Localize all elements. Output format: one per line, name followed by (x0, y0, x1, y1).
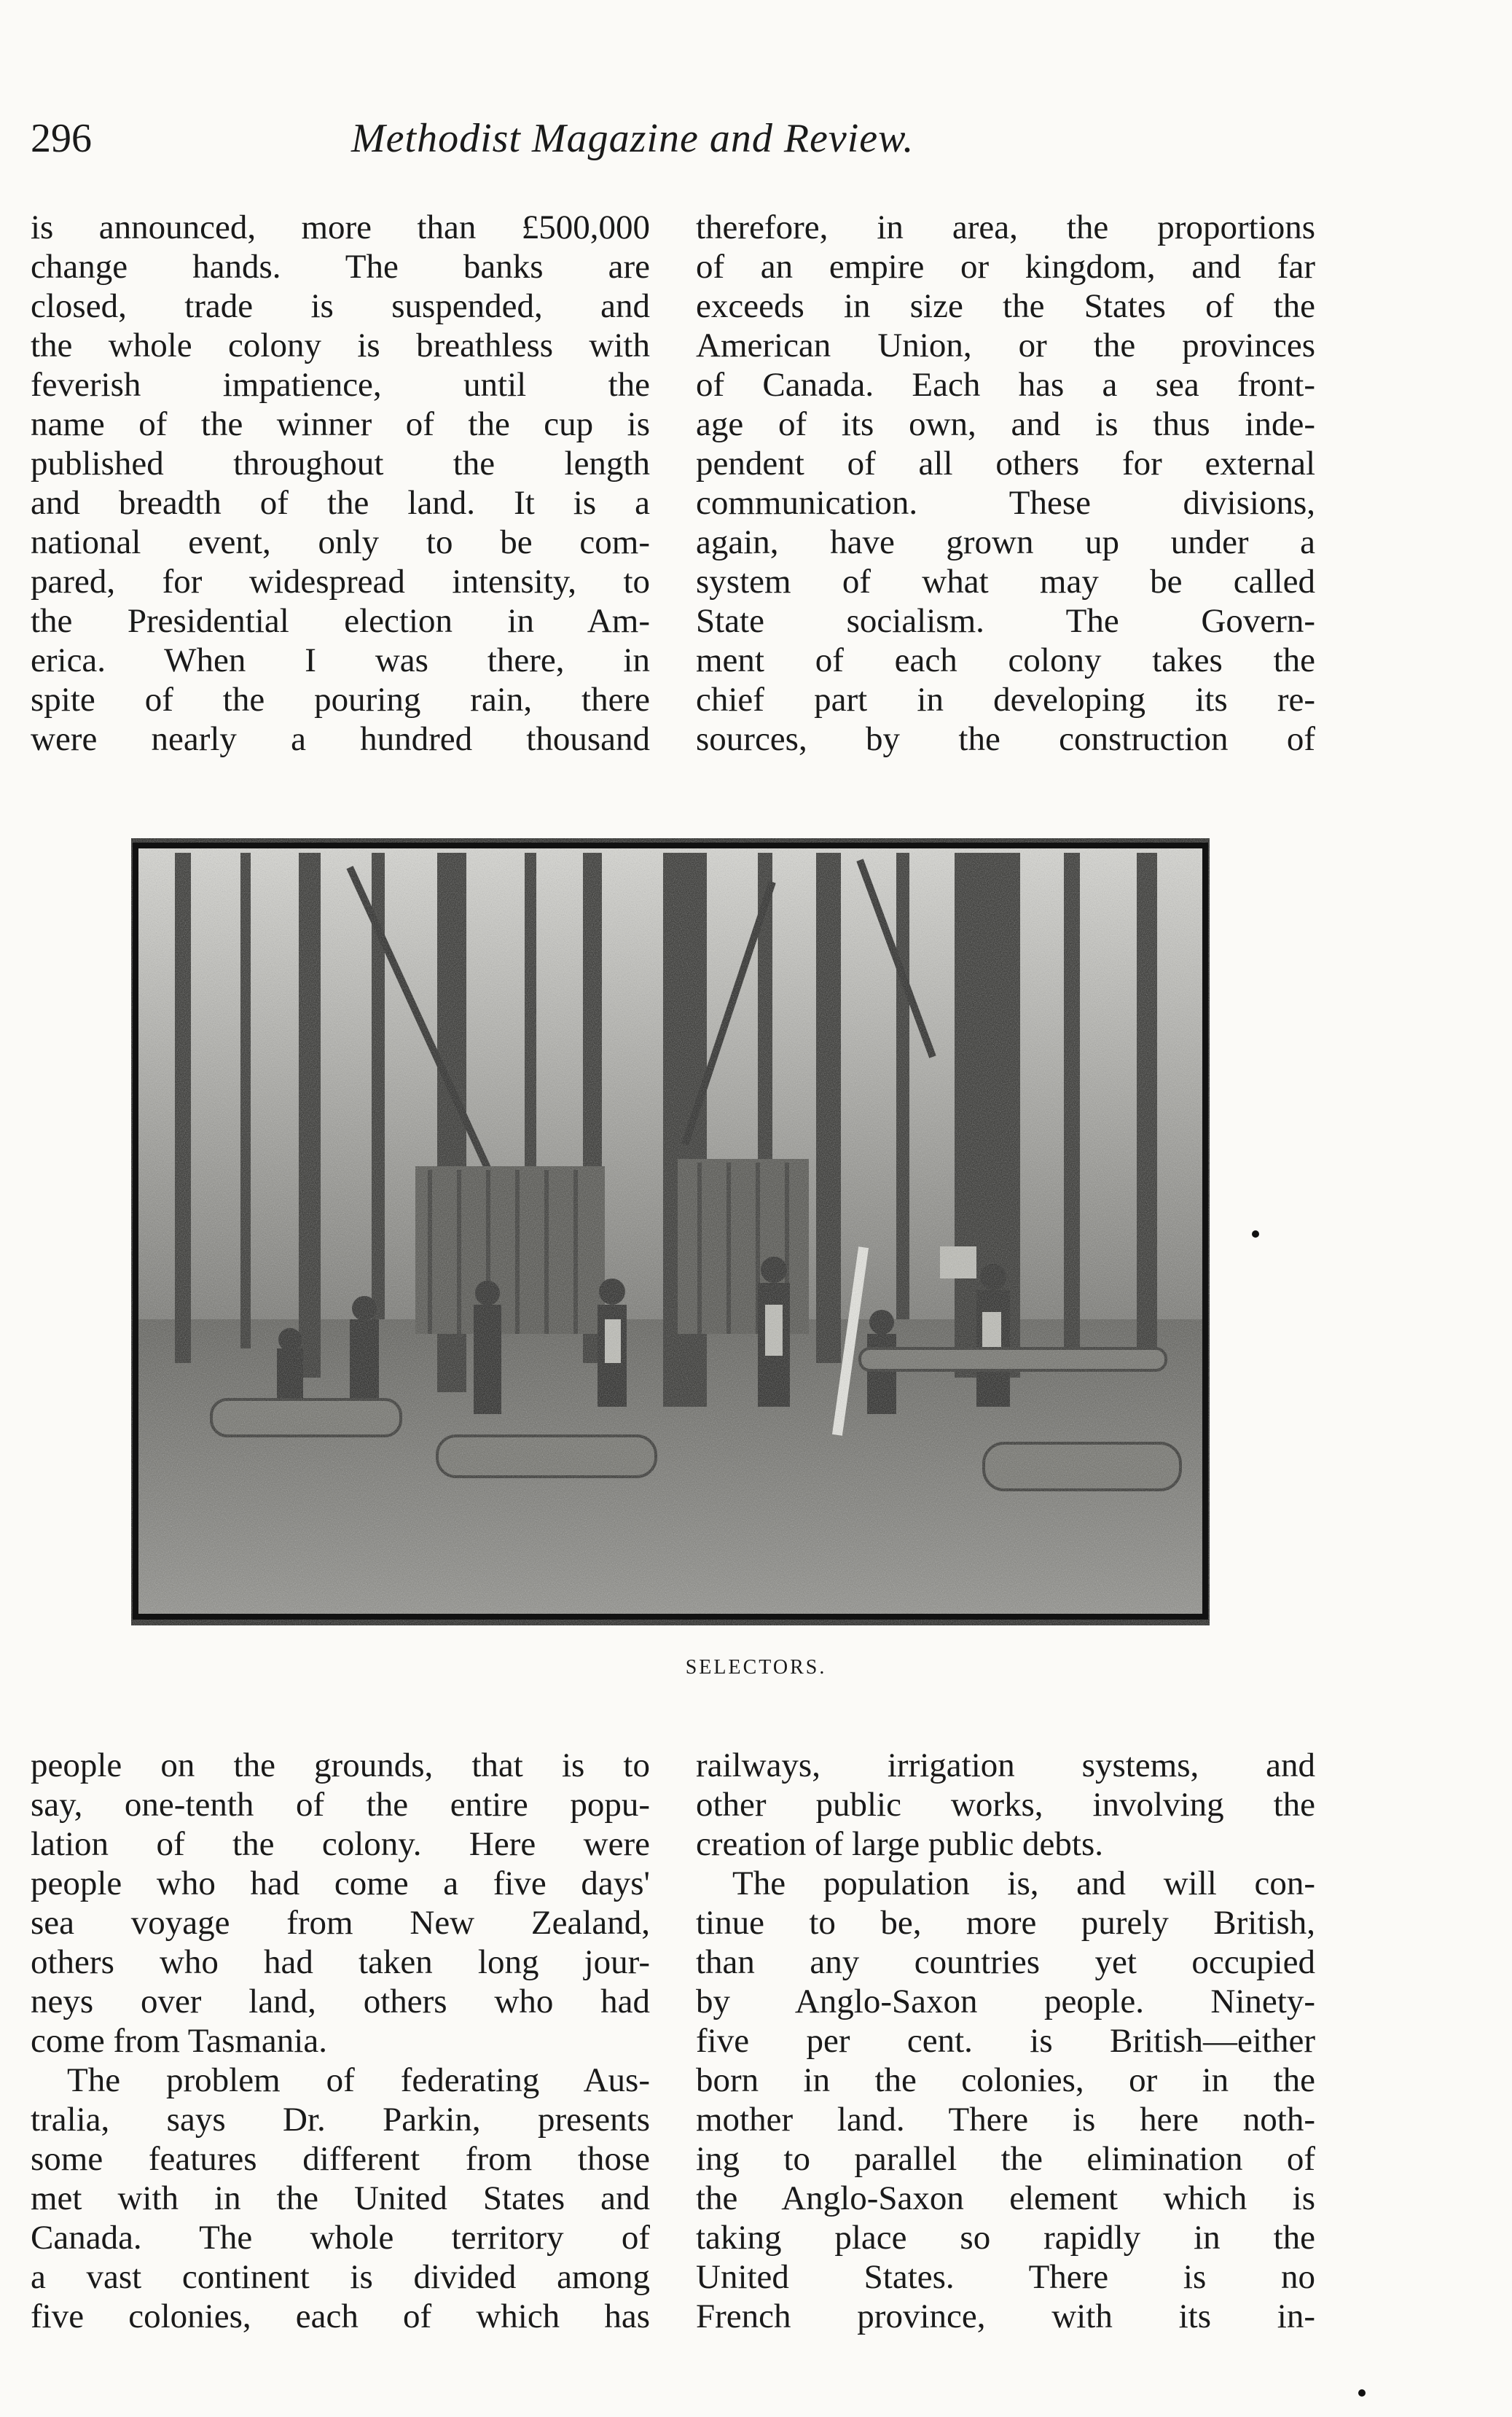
text-line: national event, only to be com- (31, 523, 650, 561)
text-line: neys over land, others who had (31, 1983, 650, 2020)
text-line: exceeds in size the States of the (696, 287, 1315, 325)
text-line: American Union, or the provinces (696, 327, 1315, 364)
text-line: other public works, involving the (696, 1786, 1315, 1824)
figure-caption: SELECTORS. (685, 1656, 827, 1679)
text-line: the whole colony is breathless with (31, 327, 650, 364)
text-line: pared, for widespread intensity, to (31, 563, 650, 601)
text-line: again, have grown up under a (696, 523, 1315, 561)
text-line: people on the grounds, that is to (31, 1746, 650, 1784)
text-line: system of what may be called (696, 563, 1315, 601)
text-line: spite of the pouring rain, there (31, 681, 650, 719)
text-line: by Anglo-Saxon people. Ninety- (696, 1983, 1315, 2020)
ink-speck (1358, 2389, 1366, 2397)
text-line: tinue to be, more purely British, (696, 1904, 1315, 1942)
text-line: were nearly a hundred thousand (31, 720, 650, 758)
text-line: others who had taken long jour- (31, 1943, 650, 1981)
text-line: sea voyage from New Zealand, (31, 1904, 650, 1942)
text-line: of an empire or kingdom, and far (696, 248, 1315, 286)
column-bottom-right (696, 1746, 1315, 2336)
running-head: Methodist Magazine and Review. (351, 116, 914, 161)
text-line: say, one-tenth of the entire popu- (31, 1786, 650, 1824)
page-number: 296 (31, 116, 92, 161)
text-line: five per cent. is British—either (696, 2022, 1315, 2060)
text-line: published throughout the length (31, 445, 650, 483)
text-line: the Presidential election in Am- (31, 602, 650, 640)
text-line: communication. These divisions, (696, 484, 1315, 522)
text-line: French province, with its in- (696, 2297, 1315, 2335)
text-line: therefore, in area, the proportions (696, 208, 1315, 246)
text-line: and breadth of the land. It is a (31, 484, 650, 522)
column-top-right (696, 208, 1315, 759)
text-line: feverish impatience, until the (31, 366, 650, 404)
text-line: of Canada. Each has a sea front- (696, 366, 1315, 404)
text-line: is announced, more than £500,000 (31, 208, 650, 246)
text-line: taking place so rapidly in the (696, 2219, 1315, 2257)
text-line: come from Tasmania. (31, 2022, 327, 2060)
text-line: railways, irrigation systems, and (696, 1746, 1315, 1784)
text-line: State socialism. The Govern- (696, 602, 1315, 640)
text-line: pendent of all others for external (696, 445, 1315, 483)
text-line: ment of each colony takes the (696, 641, 1315, 679)
text-line: the Anglo-Saxon element which is (696, 2179, 1315, 2217)
text-line: closed, trade is suspended, and (31, 287, 650, 325)
column-top-left (31, 208, 650, 759)
text-line: name of the winner of the cup is (31, 405, 650, 443)
ink-speck (1252, 1230, 1259, 1238)
text-line: chief part in developing its re- (696, 681, 1315, 719)
text-line: met with in the United States and (31, 2179, 650, 2217)
text-line: lation of the colony. Here were (31, 1825, 650, 1863)
text-line: five colonies, each of which has (31, 2297, 650, 2335)
text-line: United States. There is no (696, 2258, 1315, 2296)
text-line: age of its own, and is thus inde- (696, 405, 1315, 443)
text-line: Canada. The whole territory of (31, 2219, 650, 2257)
column-bottom-left (31, 1746, 650, 2336)
text-line: ing to parallel the elimination of (696, 2140, 1315, 2178)
text-line: born in the colonies, or in the (696, 2061, 1315, 2099)
text-line: tralia, says Dr. Parkin, presents (31, 2101, 650, 2139)
photo-selectors (131, 838, 1210, 1625)
page-header (31, 115, 1328, 173)
text-line: The population is, and will con- (732, 1865, 1315, 1902)
text-line: change hands. The banks are (31, 248, 650, 286)
text-line: than any countries yet occupied (696, 1943, 1315, 1981)
text-line: The problem of federating Aus- (67, 2061, 650, 2099)
forest-camp-photo (131, 838, 1210, 1625)
text-line: some features different from those (31, 2140, 650, 2178)
text-line: sources, by the construction of (696, 720, 1315, 758)
text-line: mother land. There is here noth- (696, 2101, 1315, 2139)
text-line: people who had come a five days' (31, 1865, 650, 1902)
text-line: a vast continent is divided among (31, 2258, 650, 2296)
text-line: creation of large public debts. (696, 1825, 1104, 1863)
text-line: erica. When I was there, in (31, 641, 650, 679)
